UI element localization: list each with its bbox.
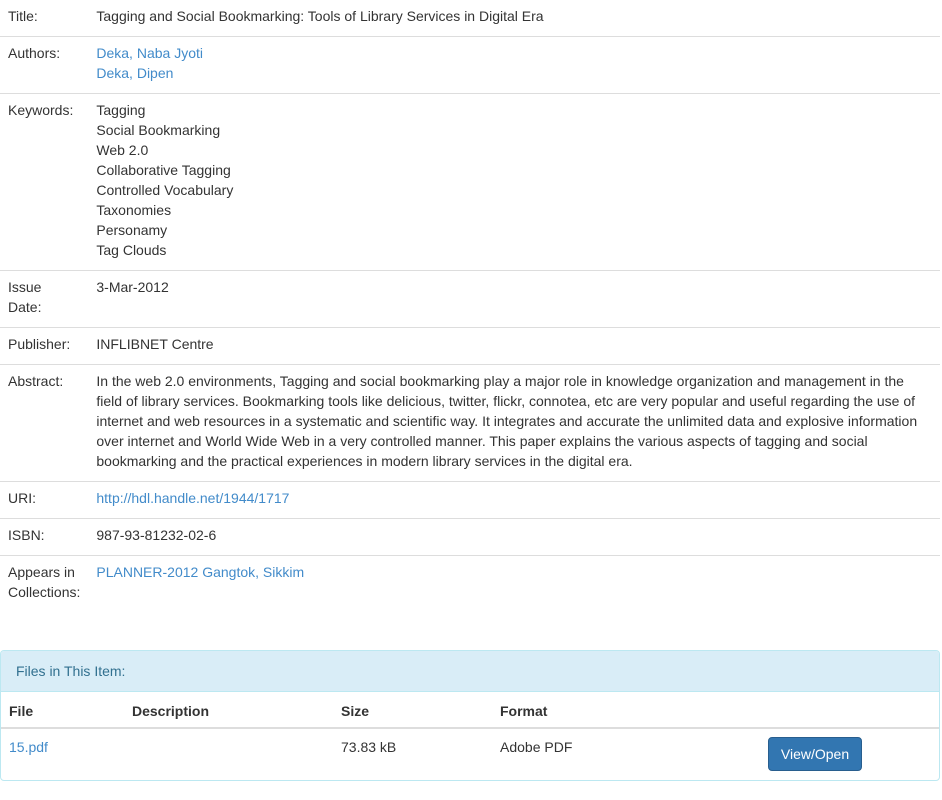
collection-link[interactable]: PLANNER-2012 Gangtok, Sikkim xyxy=(96,564,305,580)
file-name-link[interactable]: 15.pdf xyxy=(9,739,48,755)
isbn-label: ISBN: xyxy=(0,519,88,556)
files-table-header xyxy=(1,692,939,729)
keywords-list xyxy=(88,94,940,271)
title-value: Tagging and Social Bookmarking: Tools of Library Services in Digital Era xyxy=(96,8,544,24)
metadata-row-publisher xyxy=(0,328,940,365)
issue-date-value: 3-Mar-2012 xyxy=(88,271,940,328)
collections-cell xyxy=(88,556,940,613)
authors-list xyxy=(88,37,940,94)
file-row xyxy=(1,729,939,779)
metadata-row-keywords xyxy=(0,94,940,271)
file-size: 73.83 kB xyxy=(341,739,397,755)
keyword: Taxonomies xyxy=(96,202,172,218)
collections-label-line: Appears in xyxy=(8,564,75,580)
metadata-row-issue-date xyxy=(0,271,940,328)
title-label: Title: xyxy=(8,8,38,24)
column-header-description: Description xyxy=(132,703,210,719)
keyword: Tagging xyxy=(96,102,146,118)
metadata-row-collections xyxy=(0,556,940,613)
keyword: Collaborative Tagging xyxy=(96,162,231,178)
keyword: Tag Clouds xyxy=(96,242,167,258)
issue-date-label-line: Date: xyxy=(8,299,42,315)
publisher-value: INFLIBNET Centre xyxy=(88,328,940,365)
publisher-label: Publisher: xyxy=(0,328,88,365)
column-header-format: Format xyxy=(500,703,548,719)
view-open-button[interactable]: View/Open xyxy=(768,737,862,771)
issue-date-label xyxy=(0,271,88,328)
isbn-value: 987-93-81232-02-6 xyxy=(88,519,940,556)
files-panel xyxy=(0,650,940,781)
abstract-value: In the web 2.0 environments, Tagging and social bookmarking play a major role in knowledge organization and management in the field of library services. Bookmarking tools like delicious, twitter, flickr, connotea, etc are very popular and useful regarding the use of internet and web resources in a systematic and scientific way. It integrates and accurate the unlimited data and explosive information over internet and World Wide Web in a very controlled manner. This paper explains the various aspects of tagging and social bookmarking and the practical experiences in modern library services in the digital era. xyxy=(88,365,940,482)
keyword: Web 2.0 xyxy=(96,142,149,158)
files-table xyxy=(1,692,939,779)
metadata-row-uri xyxy=(0,482,940,519)
author-link[interactable]: Deka, Naba Jyoti xyxy=(96,45,203,61)
metadata-row-abstract xyxy=(0,365,940,482)
keyword: Social Bookmarking xyxy=(96,122,221,138)
column-header-size: Size xyxy=(341,703,370,719)
author-link[interactable]: Deka, Dipen xyxy=(96,65,174,81)
metadata-row-isbn xyxy=(0,519,940,556)
issue-date-label-line: Issue xyxy=(8,279,42,295)
files-panel-heading: Files in This Item: xyxy=(1,651,939,692)
authors-label: Authors: xyxy=(0,37,88,94)
metadata-row-title xyxy=(0,0,940,37)
keyword: Controlled Vocabulary xyxy=(96,182,234,198)
uri-link[interactable]: http://hdl.handle.net/1944/1717 xyxy=(96,490,290,506)
collections-label xyxy=(0,556,88,613)
metadata-row-authors xyxy=(0,37,940,94)
column-header-file: File xyxy=(9,703,34,719)
collections-label-line: Collections: xyxy=(8,584,81,600)
uri-cell xyxy=(88,482,940,519)
keywords-label: Keywords: xyxy=(0,94,88,271)
uri-label: URI: xyxy=(0,482,88,519)
keyword: Personamy xyxy=(96,222,168,238)
abstract-label: Abstract: xyxy=(0,365,88,482)
file-format: Adobe PDF xyxy=(500,739,573,755)
